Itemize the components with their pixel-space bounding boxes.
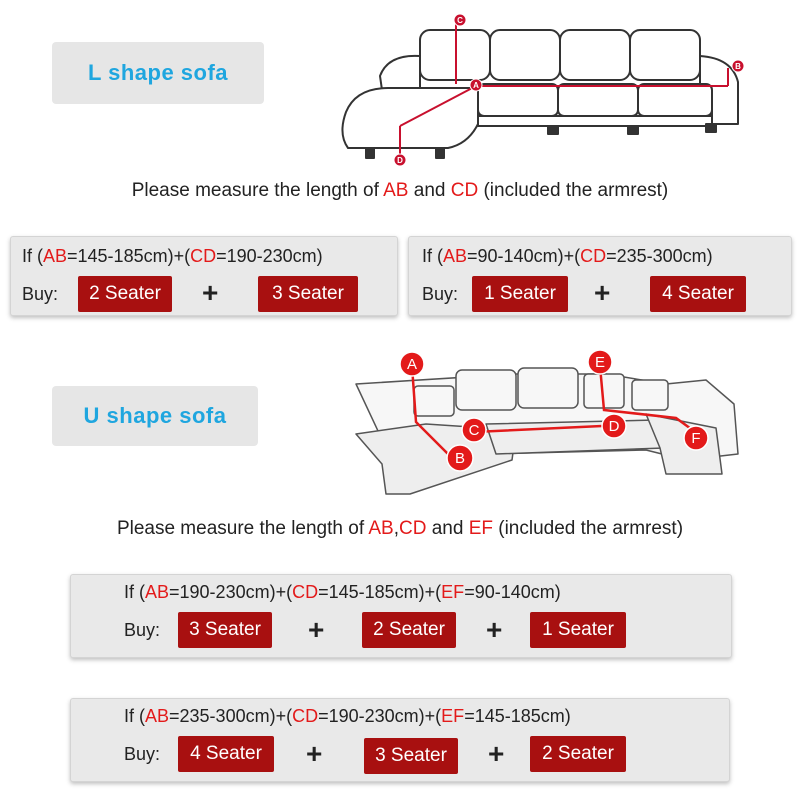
u-label-d: D [608,418,620,435]
u-label-f: F [691,430,701,447]
u-option-1-seater-2: 2 Seater [362,612,456,648]
u-sofa-diagram [346,344,756,504]
l-shape-title-box [52,42,264,104]
u-option-2-plus-2: + [488,738,505,769]
l-label-a: A [473,81,479,90]
u-option-2-seater-3: 2 Seater [530,736,626,772]
l-label-d: D [397,156,403,165]
l-sofa-back-cushion-4 [630,30,700,80]
l-option-2-buy-label: Buy: [422,284,459,304]
l-option-2-seater-2: 4 Seater [650,276,746,312]
l-sofa-chaise [342,88,478,148]
l-sofa-diagram [328,8,748,183]
u-sofa-pillow-2 [456,370,516,410]
l-option-1-buy-label: Buy: [22,284,59,304]
u-option-1-plus-1: + [308,614,325,645]
u-shape-instruction: Please measure the length of AB,CD and EF (included the armrest) [116,518,684,539]
u-option-2-condition: If (AB=235-300cm)+(CD=190-230cm)+(EF=145-185cm) [124,706,571,726]
u-label-b: B [454,450,466,467]
u-option-1-buy-label: Buy: [124,620,161,640]
u-option-2-buy-label: Buy: [124,744,161,764]
u-option-2-seater-2: 3 Seater [364,738,458,774]
l-option-2-seater-1: 1 Seater [472,276,568,312]
u-sofa-pillow-5 [632,380,668,410]
u-option-2-plus-1: + [306,738,323,769]
u-label-a: A [406,356,418,373]
l-sofa-back-cushion-2 [490,30,560,80]
u-label-c: C [468,422,480,439]
l-sofa-seat-3 [638,84,712,116]
l-option-2-plus: + [594,277,611,308]
u-sofa-seat [486,420,664,454]
u-label-e: E [594,354,606,371]
l-option-1-plus: + [202,277,219,308]
l-sofa-base [478,116,712,126]
l-option-1-condition: If (AB=145-185cm)+(CD=190-230cm) [22,246,323,266]
u-sofa-pillow-3 [518,368,578,408]
l-sofa-seat-1 [478,84,558,116]
l-sofa-back-cushion-3 [560,30,630,80]
u-option-1-plus-2: + [486,614,503,645]
l-option-2-condition: If (AB=90-140cm)+(CD=235-300cm) [422,246,713,266]
u-option-1-seater-1: 3 Seater [178,612,272,648]
u-option-1-seater-3: 1 Seater [530,612,626,648]
l-shape-title: L shape sofa [87,60,229,85]
l-sofa-seat-2 [558,84,638,116]
u-shape-title-box [52,386,258,446]
u-sofa-pillow-1 [414,386,454,416]
l-label-b: B [735,62,741,71]
u-shape-title: U shape sofa [83,403,227,428]
l-option-1-seater-2: 3 Seater [258,276,358,312]
l-shape-instruction: Please measure the length of AB and CD (included the armrest) [131,180,669,201]
l-label-c: C [457,16,463,25]
u-option-2-seater-1: 4 Seater [178,736,274,772]
l-option-1-seater-1: 2 Seater [78,276,172,312]
u-option-1-condition: If (AB=190-230cm)+(CD=145-185cm)+(EF=90-140cm) [124,582,561,602]
